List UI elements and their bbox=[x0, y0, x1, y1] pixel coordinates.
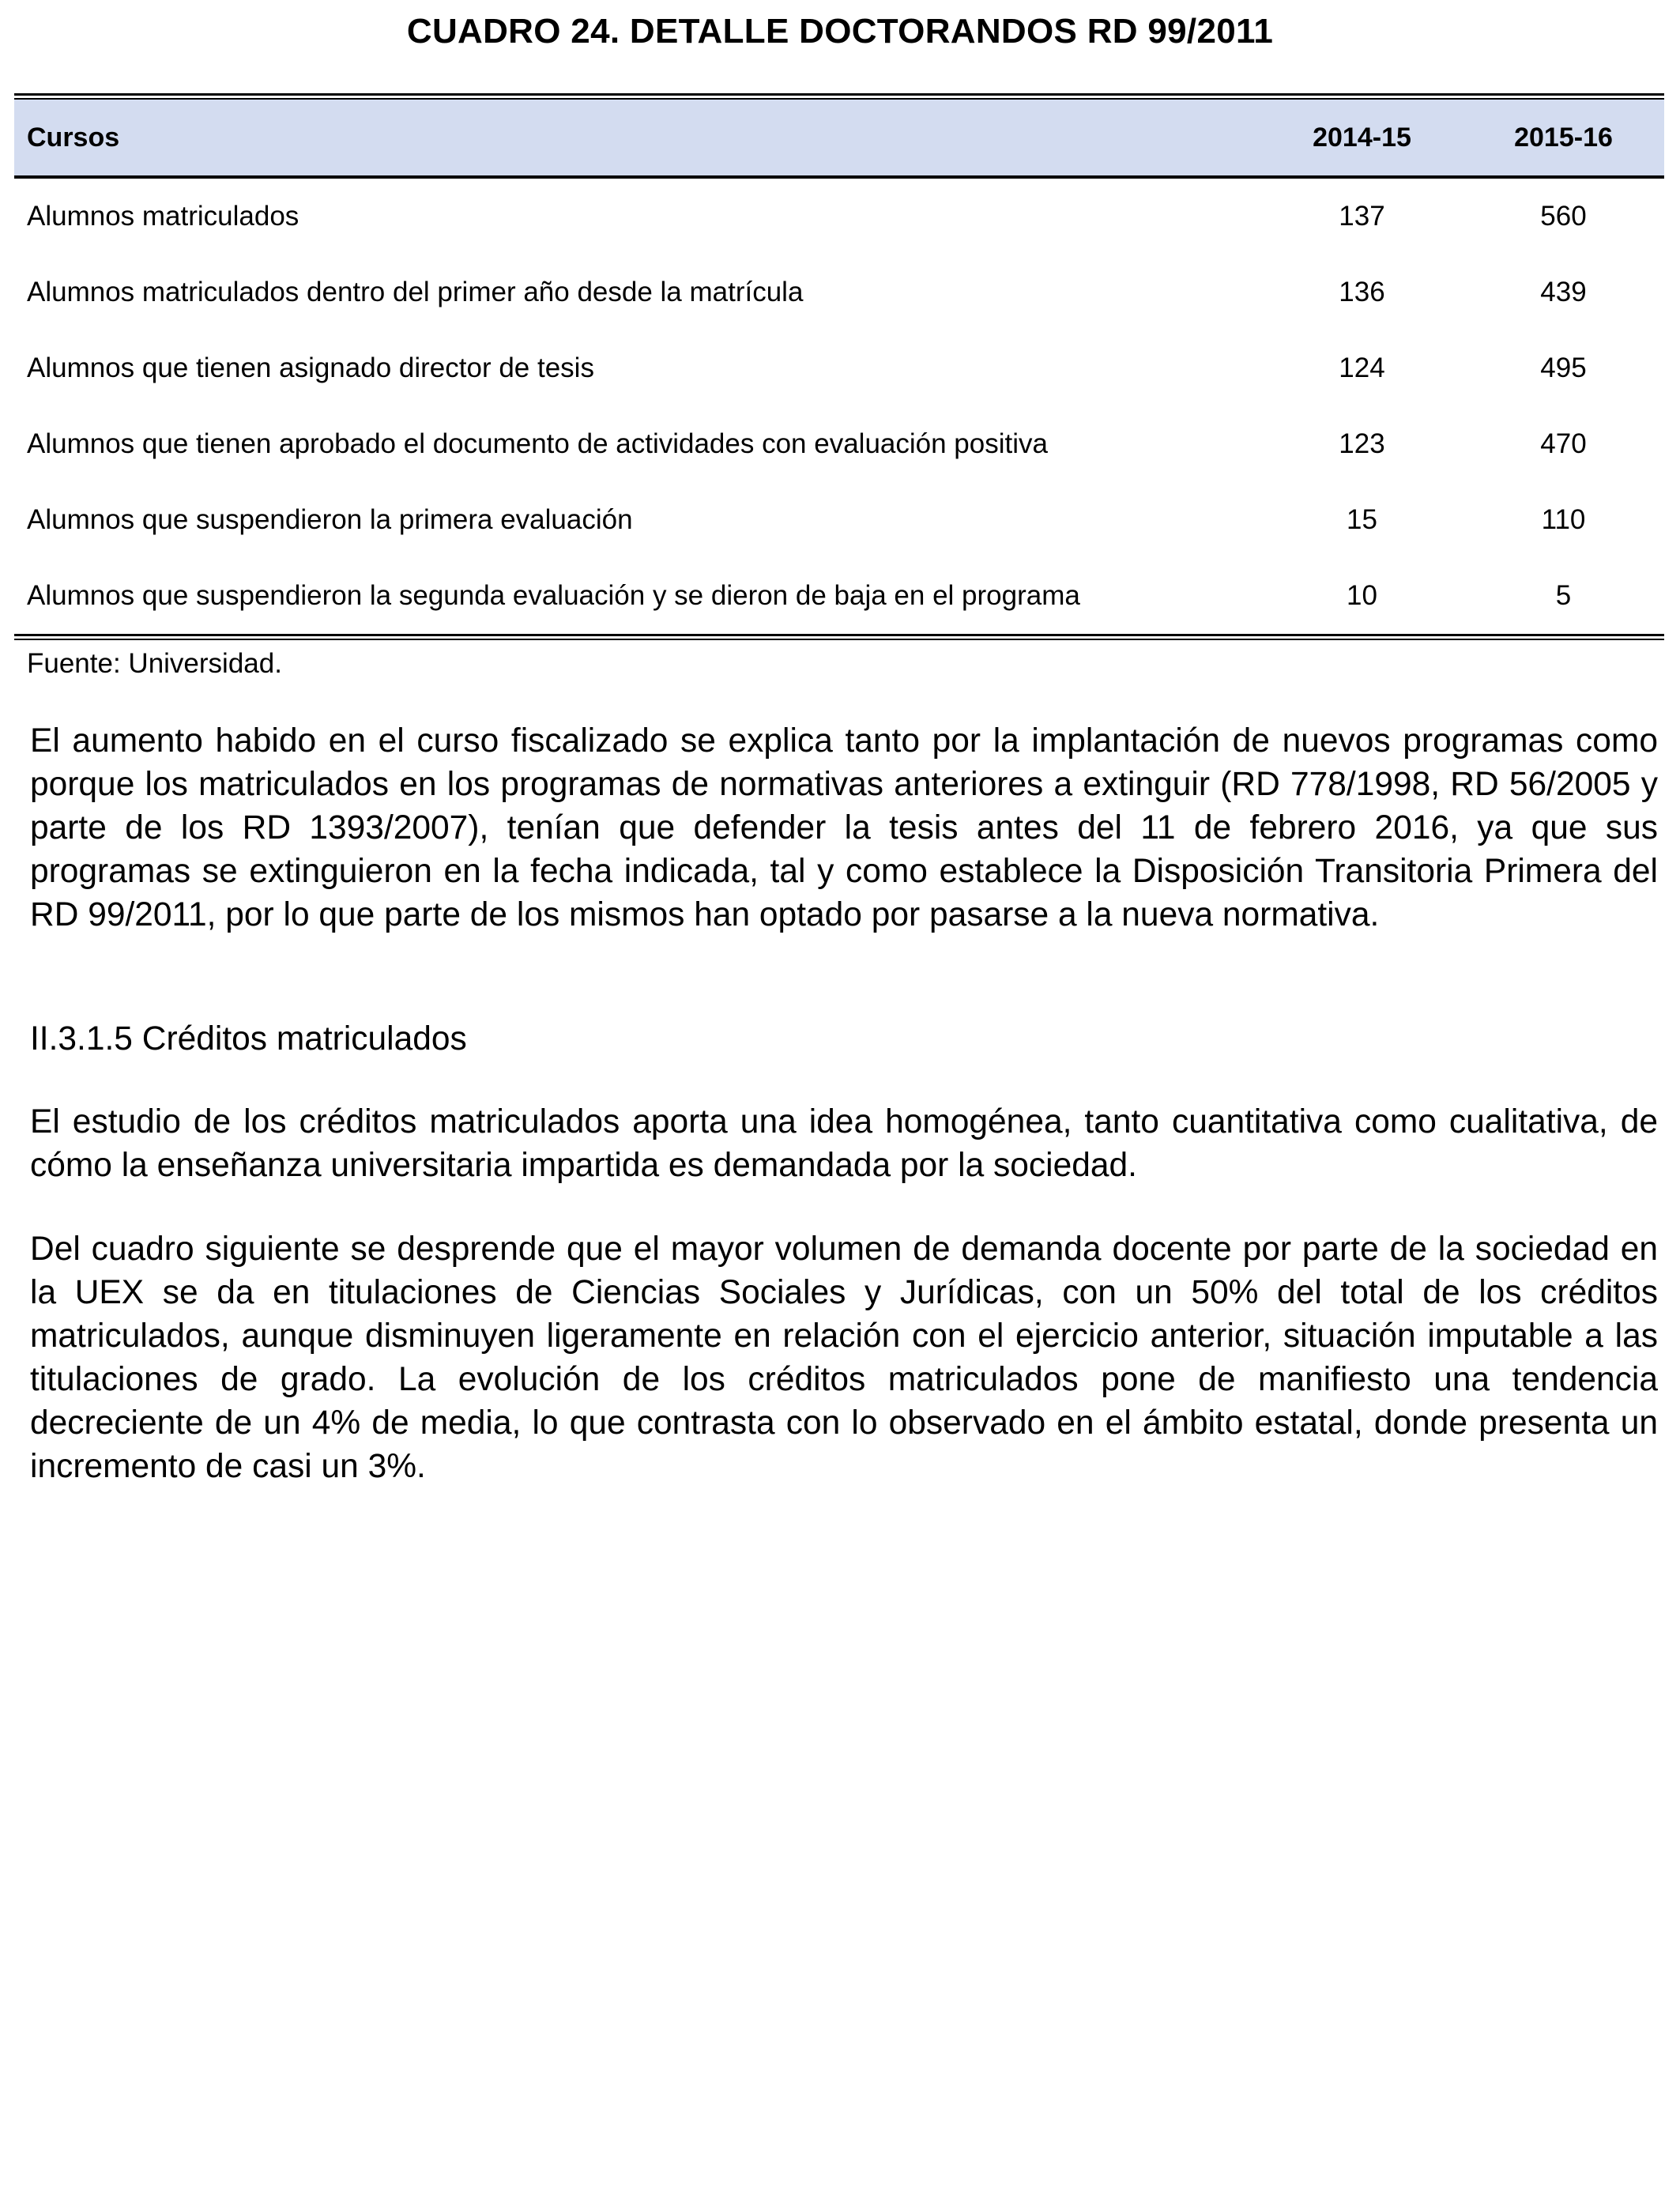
row-value-2014-15: 15 bbox=[1347, 504, 1377, 535]
header-2014-15: 2014-15 bbox=[1261, 100, 1463, 177]
row-value-2014-15: 10 bbox=[1347, 580, 1377, 611]
row-label: Alumnos matriculados dentro del primer año desde la matrícula bbox=[27, 277, 804, 307]
row-label: Alumnos que suspendieron la primera evaluación bbox=[27, 504, 633, 535]
row-value-2014-15: 123 bbox=[1339, 428, 1385, 459]
table-row bbox=[14, 330, 1664, 406]
paragraph-aumento: El aumento habido en el curso fiscalizado se explica tanto por la implantación de nuevos programas como porque los matriculados en los programas de normativas anteriores a extinguir (RD 778/1998, RD 56/2005 y parte de los RD 1393/2007), tenían que defender la tesis antes del 11 de febrero 2016, ya que sus programas se extinguieron en la fecha indicada, tal y como establece la Disposición Transitoria Primera del RD 99/2011, por lo que parte de los mismos han optado por pasarse a la nueva normativa. bbox=[30, 722, 1658, 933]
row-label: Alumnos que tienen asignado director de tesis bbox=[27, 352, 594, 383]
row-value-2015-16: 439 bbox=[1540, 277, 1587, 307]
header-cursos: Cursos bbox=[14, 100, 1261, 177]
table-row bbox=[14, 254, 1664, 330]
paragraph-cuadro-siguiente: Del cuadro siguiente se desprende que el mayor volumen de demanda docente por parte de la sociedad en la UEX se da en titulaciones de Ciencias Sociales y Jurídicas, con un 50% del total de los créditos matriculados, aunque disminuyen ligeramente en relación con el ejercicio anterior, situación imputable a las titulaciones de grado. La evolución de los créditos matriculados pone de manifiesto una tendencia decreciente de un 4% de media, lo que contrasta con lo observado en el ámbito estatal, donde presenta un incremento de casi un 3%. bbox=[30, 1231, 1658, 1485]
paragraph-estudio-creditos: El estudio de los créditos matriculados aporta una idea homogénea, tanto cuantitativa como cualitativa, de cómo la enseñanza universitaria impartida es demandada por la sociedad. bbox=[30, 1103, 1658, 1184]
row-value-2015-16: 110 bbox=[1541, 504, 1586, 535]
table-row bbox=[14, 406, 1664, 482]
doctorandos-table-container bbox=[14, 93, 1664, 640]
row-value-2015-16: 470 bbox=[1540, 428, 1587, 459]
row-label: Alumnos que tienen aprobado el documento de actividades con evaluación positiva bbox=[27, 428, 1048, 459]
row-label: Alumnos matriculados bbox=[27, 201, 299, 232]
row-value-2014-15: 124 bbox=[1339, 352, 1385, 383]
table-source-note: Fuente: Universidad. bbox=[27, 648, 282, 679]
header-2015-16: 2015-16 bbox=[1463, 100, 1664, 177]
row-value-2015-16: 5 bbox=[1555, 580, 1572, 611]
row-value-2015-16: 560 bbox=[1540, 201, 1587, 232]
row-value-2014-15: 136 bbox=[1339, 277, 1385, 307]
row-value-2014-15: 137 bbox=[1339, 201, 1385, 232]
section-heading-creditos: II.3.1.5 Créditos matriculados bbox=[30, 1020, 467, 1057]
row-value-2015-16: 495 bbox=[1540, 352, 1587, 383]
table-row bbox=[14, 177, 1664, 254]
table-header-row bbox=[14, 100, 1664, 177]
table-bottom-rule bbox=[14, 634, 1664, 640]
table-title: CUADRO 24. DETALLE DOCTORANDOS RD 99/2011 bbox=[406, 12, 1274, 51]
table-row bbox=[14, 482, 1664, 558]
table-top-rule bbox=[14, 93, 1664, 100]
row-label: Alumnos que suspendieron la segunda evaluación y se dieron de baja en el programa bbox=[27, 580, 1080, 611]
table-row bbox=[14, 558, 1664, 634]
doctorandos-table bbox=[14, 100, 1664, 634]
